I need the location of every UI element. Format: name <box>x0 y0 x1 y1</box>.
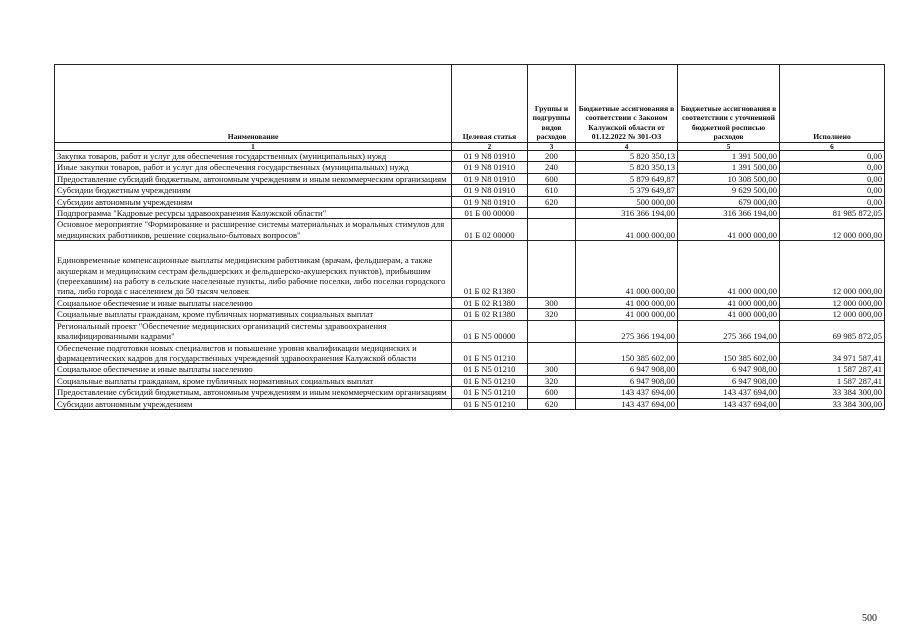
row-name: Субсидии бюджетным учреждениям <box>55 185 452 196</box>
row-law-allocation: 41 000 000,00 <box>576 241 678 298</box>
budget-table <box>54 64 885 410</box>
column-number: 5 <box>678 143 780 151</box>
row-expense-group: 300 <box>528 364 576 375</box>
column-number: 4 <box>576 143 678 151</box>
table-row <box>55 309 885 320</box>
row-expense-group: 600 <box>528 387 576 398</box>
row-revised-allocation: 143 437 694,00 <box>678 387 780 398</box>
row-revised-allocation: 143 437 694,00 <box>678 398 780 409</box>
row-name: Предоставление субсидий бюджетным, автономным учреждениям и иным некоммерческим организациям <box>55 387 452 398</box>
row-name: Обеспечение подготовки новых специалистов и повышение уровня квалификации медицинских и фармацевтических кадров для государственных учреждений здравоохранения Калужской области <box>55 342 452 364</box>
table-row <box>55 151 885 162</box>
row-revised-allocation: 41 000 000,00 <box>678 309 780 320</box>
table-row <box>55 208 885 219</box>
table-row <box>55 387 885 398</box>
row-expense-group: 200 <box>528 151 576 162</box>
row-expense-group: 300 <box>528 297 576 308</box>
row-law-allocation: 5 820 350,13 <box>576 151 678 162</box>
row-revised-allocation: 316 366 194,00 <box>678 208 780 219</box>
row-target-code: 01 Б N5 01210 <box>452 342 528 364</box>
table-row <box>55 364 885 375</box>
row-revised-allocation: 275 366 194,00 <box>678 320 780 342</box>
row-executed: 12 000 000,00 <box>780 241 885 298</box>
row-executed: 12 000 000,00 <box>780 297 885 308</box>
row-target-code: 01 Б 02 R1380 <box>452 241 528 298</box>
row-executed: 81 985 872,05 <box>780 208 885 219</box>
row-revised-allocation: 679 000,00 <box>678 196 780 207</box>
row-executed: 34 971 587,41 <box>780 342 885 364</box>
row-law-allocation: 150 385 602,00 <box>576 342 678 364</box>
table-row <box>55 185 885 196</box>
row-law-allocation: 316 366 194,00 <box>576 208 678 219</box>
header-name: Наименование <box>55 65 452 143</box>
row-revised-allocation: 9 629 500,00 <box>678 185 780 196</box>
column-number: 2 <box>452 143 528 151</box>
table-row <box>55 219 885 241</box>
column-number-row <box>55 143 885 151</box>
row-executed: 12 000 000,00 <box>780 219 885 241</box>
row-name: Социальное обеспечение и иные выплаты населению <box>55 364 452 375</box>
table-row <box>55 342 885 364</box>
table-header-row <box>55 65 885 143</box>
column-number: 1 <box>55 143 452 151</box>
row-expense-group: 320 <box>528 309 576 320</box>
row-revised-allocation: 41 000 000,00 <box>678 297 780 308</box>
row-name: Предоставление субсидий бюджетным, автономным учреждениям и иным некоммерческим организациям <box>55 173 452 184</box>
row-law-allocation: 41 000 000,00 <box>576 297 678 308</box>
row-law-allocation: 5 379 649,87 <box>576 185 678 196</box>
table-row <box>55 297 885 308</box>
row-executed: 33 384 300,00 <box>780 398 885 409</box>
table-row <box>55 320 885 342</box>
row-target-code: 01 Б 00 00000 <box>452 208 528 219</box>
row-target-code: 01 9 N8 01910 <box>452 185 528 196</box>
row-revised-allocation: 150 385 602,00 <box>678 342 780 364</box>
row-revised-allocation: 6 947 908,00 <box>678 364 780 375</box>
header-executed: Исполнено <box>780 65 885 143</box>
row-revised-allocation: 6 947 908,00 <box>678 375 780 386</box>
table-row <box>55 398 885 409</box>
row-target-code: 01 9 N8 01910 <box>452 162 528 173</box>
row-name: Социальные выплаты гражданам, кроме публичных нормативных социальных выплат <box>55 309 452 320</box>
row-target-code: 01 Б N5 01210 <box>452 375 528 386</box>
row-target-code: 01 9 N8 01910 <box>452 173 528 184</box>
row-expense-group: 320 <box>528 375 576 386</box>
page-number: 500 <box>862 613 877 624</box>
row-executed: 1 587 287,41 <box>780 375 885 386</box>
header-law-allocation: Бюджетные ассигнования в соответствии с Законом Калужской области от 01.12.2022 № 301-ОЗ <box>576 65 678 143</box>
row-target-code: 01 Б N5 01210 <box>452 387 528 398</box>
row-revised-allocation: 41 000 000,00 <box>678 241 780 298</box>
row-target-code: 01 Б 02 R1380 <box>452 297 528 308</box>
header-expense-group: Группы и подгруппы видов расходов <box>528 65 576 143</box>
row-expense-group <box>528 342 576 364</box>
table-row <box>55 375 885 386</box>
header-revised-allocation: Бюджетные ассигнования в соответствии с уточненной бюджетной росписью расходов <box>678 65 780 143</box>
header-target-code: Целевая статья <box>452 65 528 143</box>
row-name: Социальное обеспечение и иные выплаты населению <box>55 297 452 308</box>
row-expense-group: 620 <box>528 398 576 409</box>
row-target-code: 01 9 N8 01910 <box>452 151 528 162</box>
row-law-allocation: 143 437 694,00 <box>576 398 678 409</box>
row-name: Региональный проект "Обеспечение медицинских организаций системы здравоохранения квалифицированными кадрами" <box>55 320 452 342</box>
row-law-allocation: 5 879 649,87 <box>576 173 678 184</box>
row-name: Субсидии автономным учреждениям <box>55 398 452 409</box>
row-executed: 0,00 <box>780 196 885 207</box>
row-name: Иные закупки товаров, работ и услуг для обеспечения государственных (муниципальных) нужд <box>55 162 452 173</box>
column-number: 6 <box>780 143 885 151</box>
row-executed: 69 985 872,05 <box>780 320 885 342</box>
column-number: 3 <box>528 143 576 151</box>
table-row <box>55 162 885 173</box>
row-law-allocation: 6 947 908,00 <box>576 375 678 386</box>
row-expense-group <box>528 219 576 241</box>
row-law-allocation: 143 437 694,00 <box>576 387 678 398</box>
row-revised-allocation: 1 391 500,00 <box>678 151 780 162</box>
row-name: Единовременные компенсационные выплаты медицинским работникам (врачам, фельдшерам, а также акушеркам и медицинским сестрам фельдшерских и фельдшерско-акушерских пунктов), прибывшим (переехавшим) на работу в сельские населенные пункты, либо рабочие поселки, либо поселки городского типа, либо города с населением до 50 тысяч человек <box>55 241 452 298</box>
row-expense-group <box>528 320 576 342</box>
row-target-code: 01 Б 02 00000 <box>452 219 528 241</box>
row-name: Основное мероприятие "Формирование и расширение системы материальных и моральных стимулов для медицинских работников, решение социально-бытовых вопросов" <box>55 219 452 241</box>
row-executed: 33 384 300,00 <box>780 387 885 398</box>
row-name: Подпрограмма "Кадровые ресурсы здравоохранения Калужской области" <box>55 208 452 219</box>
row-name: Субсидии автономным учреждениям <box>55 196 452 207</box>
row-law-allocation: 41 000 000,00 <box>576 219 678 241</box>
row-law-allocation: 6 947 908,00 <box>576 364 678 375</box>
row-target-code: 01 9 N8 01910 <box>452 196 528 207</box>
row-target-code: 01 Б N5 01210 <box>452 364 528 375</box>
row-executed: 0,00 <box>780 185 885 196</box>
row-law-allocation: 5 820 350,13 <box>576 162 678 173</box>
row-law-allocation: 275 366 194,00 <box>576 320 678 342</box>
row-revised-allocation: 1 391 500,00 <box>678 162 780 173</box>
row-target-code: 01 Б N5 01210 <box>452 398 528 409</box>
table-row <box>55 196 885 207</box>
row-expense-group: 610 <box>528 185 576 196</box>
row-law-allocation: 41 000 000,00 <box>576 309 678 320</box>
table-row <box>55 241 885 298</box>
row-expense-group <box>528 241 576 298</box>
row-executed: 12 000 000,00 <box>780 309 885 320</box>
row-executed: 1 587 287,41 <box>780 364 885 375</box>
row-expense-group <box>528 208 576 219</box>
row-expense-group: 600 <box>528 173 576 184</box>
row-revised-allocation: 41 000 000,00 <box>678 219 780 241</box>
row-law-allocation: 500 000,00 <box>576 196 678 207</box>
row-expense-group: 620 <box>528 196 576 207</box>
row-name: Социальные выплаты гражданам, кроме публичных нормативных социальных выплат <box>55 375 452 386</box>
row-target-code: 01 Б 02 R1380 <box>452 309 528 320</box>
row-target-code: 01 Б N5 00000 <box>452 320 528 342</box>
row-revised-allocation: 10 308 500,00 <box>678 173 780 184</box>
table-row <box>55 173 885 184</box>
row-executed: 0,00 <box>780 151 885 162</box>
row-expense-group: 240 <box>528 162 576 173</box>
row-executed: 0,00 <box>780 173 885 184</box>
row-name: Закупка товаров, работ и услуг для обеспечения государственных (муниципальных) нужд <box>55 151 452 162</box>
row-executed: 0,00 <box>780 162 885 173</box>
